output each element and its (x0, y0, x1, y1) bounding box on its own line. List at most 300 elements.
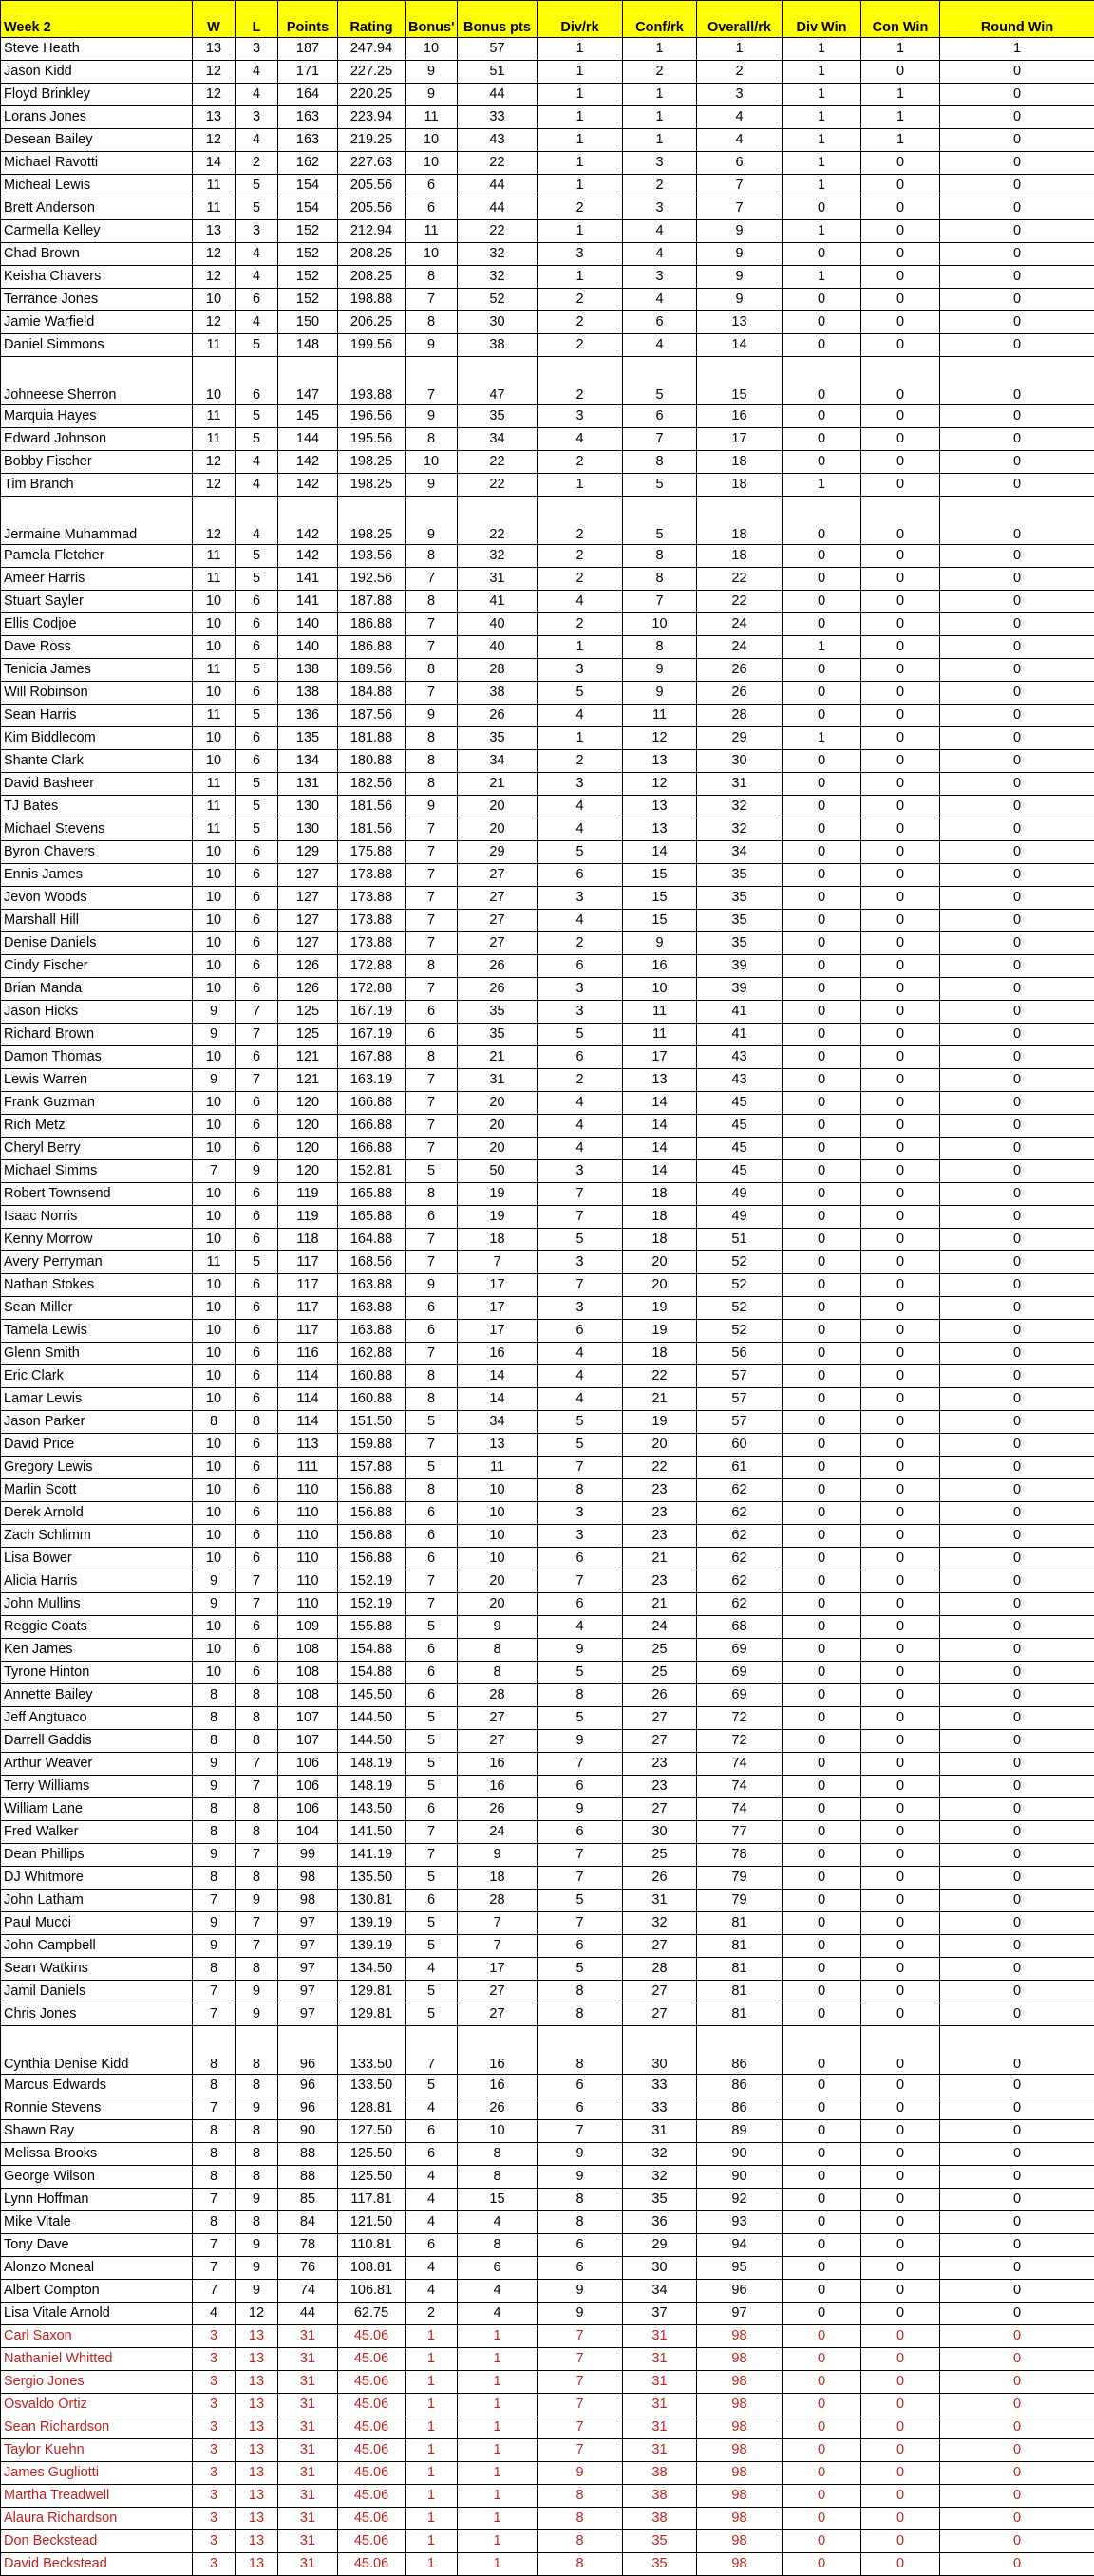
cell-points: 164 (278, 84, 338, 106)
cell-conf-rank: 4 (623, 220, 697, 243)
cell-overall-rank: 17 (697, 428, 783, 451)
cell-bonus-pts: 11 (458, 1457, 538, 1479)
cell-overall-rank: 49 (697, 1206, 783, 1229)
cell-con-win: 0 (861, 1684, 940, 1707)
cell-round-win: 0 (940, 152, 1094, 175)
cell-bonus: 7 (406, 682, 458, 705)
cell-w: 8 (193, 2075, 236, 2097)
cell-overall-rank: 52 (697, 1251, 783, 1274)
cell-rating: 152.81 (338, 1160, 406, 1183)
cell-overall-rank: 98 (697, 2371, 783, 2394)
cell-div-rank: 7 (538, 2348, 623, 2371)
cell-name: Sean Miller (1, 1297, 193, 1320)
cell-w: 3 (193, 2485, 236, 2508)
cell-div-win: 0 (783, 910, 861, 932)
cell-bonus: 5 (406, 1730, 458, 1753)
cell-rating: 166.88 (338, 1115, 406, 1138)
cell-div-win: 0 (783, 705, 861, 727)
cell-l: 6 (236, 1525, 278, 1548)
cell-bonus-pts: 4 (458, 2211, 538, 2234)
cell-rating: 173.88 (338, 864, 406, 887)
cell-round-win: 0 (940, 1616, 1094, 1639)
cell-div-win: 0 (783, 1138, 861, 1160)
cell-round-win: 0 (940, 106, 1094, 129)
cell-div-win: 0 (783, 357, 861, 405)
cell-con-win: 0 (861, 682, 940, 705)
cell-points: 110 (278, 1479, 338, 1502)
cell-bonus: 5 (406, 2075, 458, 2097)
cell-overall-rank: 9 (697, 220, 783, 243)
cell-div-rank: 4 (538, 1092, 623, 1115)
cell-overall-rank: 98 (697, 2348, 783, 2371)
cell-bonus: 7 (406, 1570, 458, 1593)
cell-l: 12 (236, 2303, 278, 2325)
cell-round-win: 0 (940, 311, 1094, 334)
cell-round-win: 0 (940, 1457, 1094, 1479)
cell-div-rank: 9 (538, 2280, 623, 2303)
cell-con-win: 0 (861, 2530, 940, 2553)
cell-overall-rank: 13 (697, 311, 783, 334)
cell-bonus: 6 (406, 1662, 458, 1684)
cell-name: Carl Saxon (1, 2325, 193, 2348)
cell-round-win: 0 (940, 750, 1094, 773)
cell-div-win: 0 (783, 2097, 861, 2120)
table-row (1, 84, 1094, 106)
cell-l: 6 (236, 682, 278, 705)
cell-name: Rich Metz (1, 1115, 193, 1138)
cell-round-win: 0 (940, 84, 1094, 106)
cell-con-win: 0 (861, 2508, 940, 2530)
cell-div-rank: 6 (538, 1046, 623, 1069)
cell-w: 9 (193, 1069, 236, 1092)
cell-overall-rank: 35 (697, 932, 783, 955)
cell-name: Eric Clark (1, 1365, 193, 1388)
table-row (1, 1730, 1094, 1753)
cell-div-win: 1 (783, 220, 861, 243)
cell-rating: 198.25 (338, 474, 406, 497)
cell-bonus: 1 (406, 2462, 458, 2485)
cell-div-win: 0 (783, 2508, 861, 2530)
cell-points: 31 (278, 2371, 338, 2394)
cell-points: 116 (278, 1343, 338, 1365)
cell-w: 10 (193, 1616, 236, 1639)
cell-div-rank: 2 (538, 197, 623, 220)
table-row (1, 1320, 1094, 1343)
cell-rating: 154.88 (338, 1662, 406, 1684)
cell-name: Bobby Fischer (1, 451, 193, 474)
cell-conf-rank: 27 (623, 1981, 697, 2003)
cell-rating: 166.88 (338, 1138, 406, 1160)
cell-w: 9 (193, 1570, 236, 1593)
cell-overall-rank: 79 (697, 1867, 783, 1890)
cell-div-rank: 3 (538, 1251, 623, 1274)
cell-con-win: 0 (861, 1821, 940, 1844)
cell-rating: 117.81 (338, 2189, 406, 2211)
cell-name: Desean Bailey (1, 129, 193, 152)
cell-overall-rank: 57 (697, 1365, 783, 1388)
cell-rating: 110.81 (338, 2234, 406, 2257)
cell-l: 5 (236, 1251, 278, 1274)
cell-overall-rank: 81 (697, 1981, 783, 2003)
cell-conf-rank: 2 (623, 61, 697, 84)
cell-points: 126 (278, 955, 338, 978)
cell-con-win: 0 (861, 1935, 940, 1958)
cell-bonus-pts: 7 (458, 1251, 538, 1274)
cell-bonus: 6 (406, 1525, 458, 1548)
cell-rating: 205.56 (338, 197, 406, 220)
cell-name: Jason Kidd (1, 61, 193, 84)
table-row (1, 568, 1094, 591)
cell-round-win: 0 (940, 1867, 1094, 1890)
cell-con-win: 0 (861, 2553, 940, 2576)
cell-w: 11 (193, 545, 236, 568)
cell-div-win: 0 (783, 1160, 861, 1183)
cell-con-win: 0 (861, 1479, 940, 1502)
cell-l: 6 (236, 289, 278, 311)
cell-overall-rank: 15 (697, 357, 783, 405)
cell-conf-rank: 32 (623, 2166, 697, 2189)
cell-overall-rank: 26 (697, 682, 783, 705)
cell-conf-rank: 3 (623, 197, 697, 220)
cell-bonus: 5 (406, 1935, 458, 1958)
table-row (1, 2371, 1094, 2394)
cell-round-win: 0 (940, 1684, 1094, 1707)
cell-conf-rank: 37 (623, 2303, 697, 2325)
cell-name: Ronnie Stevens (1, 2097, 193, 2120)
cell-div-win: 0 (783, 2553, 861, 2576)
cell-div-rank: 9 (538, 1798, 623, 1821)
cell-bonus-pts: 44 (458, 84, 538, 106)
cell-conf-rank: 29 (623, 2234, 697, 2257)
cell-round-win: 0 (940, 1229, 1094, 1251)
cell-w: 11 (193, 705, 236, 727)
cell-div-win: 0 (783, 773, 861, 796)
cell-name: Lewis Warren (1, 1069, 193, 1092)
cell-bonus: 11 (406, 106, 458, 129)
cell-overall-rank: 72 (697, 1730, 783, 1753)
cell-bonus-pts: 20 (458, 1593, 538, 1616)
cell-w: 9 (193, 1024, 236, 1046)
table-row (1, 659, 1094, 682)
cell-bonus-pts: 6 (458, 2257, 538, 2280)
cell-rating: 212.94 (338, 220, 406, 243)
cell-bonus: 10 (406, 38, 458, 61)
cell-l: 6 (236, 1502, 278, 1525)
cell-div-win: 1 (783, 84, 861, 106)
table-row (1, 1343, 1094, 1365)
cell-con-win: 0 (861, 887, 940, 910)
cell-conf-rank: 12 (623, 773, 697, 796)
cell-con-win: 0 (861, 1707, 940, 1730)
cell-bonus: 7 (406, 357, 458, 405)
cell-bonus-pts: 1 (458, 2394, 538, 2416)
cell-bonus: 9 (406, 796, 458, 818)
cell-round-win: 0 (940, 266, 1094, 289)
cell-name: Marquia Hayes (1, 405, 193, 428)
cell-rating: 187.56 (338, 705, 406, 727)
cell-bonus-pts: 18 (458, 1229, 538, 1251)
cell-conf-rank: 21 (623, 1593, 697, 1616)
cell-overall-rank: 98 (697, 2485, 783, 2508)
cell-conf-rank: 5 (623, 497, 697, 545)
cell-round-win: 0 (940, 2371, 1094, 2394)
cell-overall-rank: 18 (697, 545, 783, 568)
cell-bonus-pts: 22 (458, 451, 538, 474)
cell-conf-rank: 14 (623, 841, 697, 864)
cell-points: 74 (278, 2280, 338, 2303)
table-row (1, 2485, 1094, 2508)
cell-round-win: 0 (940, 2075, 1094, 2097)
cell-bonus: 9 (406, 405, 458, 428)
table-row (1, 1251, 1094, 1274)
cell-bonus-pts: 16 (458, 1753, 538, 1776)
cell-con-win: 0 (861, 1365, 940, 1388)
cell-overall-rank: 52 (697, 1274, 783, 1297)
cell-bonus-pts: 1 (458, 2439, 538, 2462)
cell-div-rank: 4 (538, 1343, 623, 1365)
cell-conf-rank: 32 (623, 1912, 697, 1935)
table-row (1, 497, 1094, 545)
cell-rating: 206.25 (338, 311, 406, 334)
cell-points: 120 (278, 1160, 338, 1183)
cell-round-win: 0 (940, 2280, 1094, 2303)
cell-w: 3 (193, 2416, 236, 2439)
cell-con-win: 0 (861, 1343, 940, 1365)
cell-con-win: 0 (861, 1730, 940, 1753)
cell-div-rank: 8 (538, 2003, 623, 2026)
cell-w: 10 (193, 613, 236, 636)
cell-w: 13 (193, 220, 236, 243)
cell-div-rank: 2 (538, 568, 623, 591)
cell-points: 142 (278, 497, 338, 545)
cell-overall-rank: 81 (697, 1958, 783, 1981)
cell-points: 31 (278, 2485, 338, 2508)
cell-name: Michael Simms (1, 1160, 193, 1183)
cell-name: Lynn Hoffman (1, 2189, 193, 2211)
table-row (1, 243, 1094, 266)
table-row (1, 1548, 1094, 1570)
cell-rating: 106.81 (338, 2280, 406, 2303)
cell-points: 187 (278, 38, 338, 61)
cell-rating: 141.19 (338, 1844, 406, 1867)
cell-rating: 128.81 (338, 2097, 406, 2120)
cell-conf-rank: 13 (623, 1069, 697, 1092)
table-row (1, 1024, 1094, 1046)
cell-w: 12 (193, 311, 236, 334)
table-row (1, 1092, 1094, 1115)
cell-rating: 181.88 (338, 727, 406, 750)
cell-l: 8 (236, 1730, 278, 1753)
cell-w: 10 (193, 1115, 236, 1138)
cell-bonus-pts: 29 (458, 841, 538, 864)
cell-l: 4 (236, 266, 278, 289)
cell-conf-rank: 27 (623, 1730, 697, 1753)
cell-overall-rank: 18 (697, 451, 783, 474)
cell-w: 10 (193, 978, 236, 1001)
cell-overall-rank: 31 (697, 773, 783, 796)
cell-conf-rank: 25 (623, 1844, 697, 1867)
cell-w: 8 (193, 2166, 236, 2189)
cell-div-rank: 3 (538, 243, 623, 266)
cell-div-win: 0 (783, 1616, 861, 1639)
cell-name: Johneese Sherron (1, 357, 193, 405)
cell-div-rank: 3 (538, 1525, 623, 1548)
cell-bonus-pts: 22 (458, 220, 538, 243)
cell-con-win: 0 (861, 1411, 940, 1434)
cell-w: 10 (193, 932, 236, 955)
cell-con-win: 0 (861, 705, 940, 727)
cell-name: Alaura Richardson (1, 2508, 193, 2530)
cell-div-win: 0 (783, 1251, 861, 1274)
cell-name: William Lane (1, 1798, 193, 1821)
cell-round-win: 0 (940, 497, 1094, 545)
cell-bonus: 8 (406, 750, 458, 773)
cell-bonus-pts: 16 (458, 2075, 538, 2097)
cell-bonus-pts: 31 (458, 568, 538, 591)
cell-points: 136 (278, 705, 338, 727)
cell-l: 6 (236, 1229, 278, 1251)
cell-con-win: 0 (861, 2394, 940, 2416)
cell-bonus: 1 (406, 2416, 458, 2439)
cell-points: 31 (278, 2439, 338, 2462)
cell-div-win: 0 (783, 2075, 861, 2097)
cell-div-rank: 9 (538, 2303, 623, 2325)
table-row (1, 887, 1094, 910)
cell-overall-rank: 3 (697, 84, 783, 106)
cell-div-rank: 4 (538, 796, 623, 818)
cell-name: Denise Daniels (1, 932, 193, 955)
cell-div-rank: 1 (538, 474, 623, 497)
cell-bonus-pts: 27 (458, 864, 538, 887)
cell-l: 13 (236, 2530, 278, 2553)
cell-con-win: 0 (861, 266, 940, 289)
cell-bonus: 10 (406, 152, 458, 175)
cell-round-win: 0 (940, 2439, 1094, 2462)
cell-div-rank: 1 (538, 266, 623, 289)
cell-bonus-pts: 17 (458, 1958, 538, 1981)
cell-bonus: 6 (406, 1297, 458, 1320)
cell-overall-rank: 98 (697, 2439, 783, 2462)
cell-div-rank: 7 (538, 1206, 623, 1229)
cell-conf-rank: 6 (623, 311, 697, 334)
cell-name: Lisa Vitale Arnold (1, 2303, 193, 2325)
cell-div-win: 0 (783, 1024, 861, 1046)
cell-div-win: 0 (783, 1753, 861, 1776)
cell-name: Robert Townsend (1, 1183, 193, 1206)
cell-div-win: 0 (783, 405, 861, 428)
cell-bonus-pts: 1 (458, 2416, 538, 2439)
cell-conf-rank: 30 (623, 2257, 697, 2280)
cell-name: Tony Dave (1, 2234, 193, 2257)
cell-div-win: 1 (783, 474, 861, 497)
cell-conf-rank: 1 (623, 106, 697, 129)
cell-round-win: 0 (940, 1046, 1094, 1069)
cell-bonus-pts: 27 (458, 2003, 538, 2026)
cell-l: 6 (236, 1662, 278, 1684)
cell-w: 3 (193, 2462, 236, 2485)
cell-points: 120 (278, 1092, 338, 1115)
cell-div-rank: 8 (538, 1684, 623, 1707)
cell-round-win: 0 (940, 1593, 1094, 1616)
cell-con-win: 0 (861, 1024, 940, 1046)
cell-rating: 141.50 (338, 1821, 406, 1844)
cell-points: 140 (278, 613, 338, 636)
cell-conf-rank: 20 (623, 1274, 697, 1297)
cell-points: 109 (278, 1616, 338, 1639)
cell-w: 3 (193, 2553, 236, 2576)
cell-bonus-pts: 57 (458, 38, 538, 61)
cell-bonus-pts: 51 (458, 61, 538, 84)
cell-l: 5 (236, 545, 278, 568)
cell-name: Michael Stevens (1, 818, 193, 841)
cell-name: Ameer Harris (1, 568, 193, 591)
cell-bonus-pts: 34 (458, 750, 538, 773)
cell-bonus: 10 (406, 129, 458, 152)
cell-w: 7 (193, 2257, 236, 2280)
cell-w: 11 (193, 428, 236, 451)
cell-round-win: 0 (940, 955, 1094, 978)
cell-div-win: 0 (783, 864, 861, 887)
cell-rating: 155.88 (338, 1616, 406, 1639)
table-row (1, 2211, 1094, 2234)
cell-overall-rank: 81 (697, 1935, 783, 1958)
cell-l: 13 (236, 2416, 278, 2439)
cell-bonus-pts: 32 (458, 545, 538, 568)
cell-l: 6 (236, 1434, 278, 1457)
cell-con-win: 0 (861, 311, 940, 334)
cell-name: Tyrone Hinton (1, 1662, 193, 1684)
cell-l: 7 (236, 1753, 278, 1776)
cell-rating: 198.25 (338, 451, 406, 474)
cell-name: Dave Ross (1, 636, 193, 659)
cell-conf-rank: 8 (623, 568, 697, 591)
cell-div-win: 1 (783, 636, 861, 659)
cell-con-win: 0 (861, 955, 940, 978)
cell-bonus-pts: 28 (458, 1684, 538, 1707)
table-row (1, 220, 1094, 243)
cell-con-win: 0 (861, 2257, 940, 2280)
column-header-div-rank: Div/rk (538, 1, 623, 38)
cell-rating: 182.56 (338, 773, 406, 796)
cell-con-win: 0 (861, 2211, 940, 2234)
cell-points: 150 (278, 311, 338, 334)
cell-bonus: 8 (406, 727, 458, 750)
cell-round-win: 0 (940, 1183, 1094, 1206)
table-row (1, 2189, 1094, 2211)
cell-w: 7 (193, 1890, 236, 1912)
cell-div-win: 0 (783, 2439, 861, 2462)
cell-con-win: 0 (861, 357, 940, 405)
cell-div-win: 0 (783, 1890, 861, 1912)
cell-con-win: 0 (861, 864, 940, 887)
cell-conf-rank: 3 (623, 152, 697, 175)
cell-div-rank: 2 (538, 497, 623, 545)
cell-name: Stuart Sayler (1, 591, 193, 613)
cell-round-win: 0 (940, 568, 1094, 591)
cell-conf-rank: 16 (623, 955, 697, 978)
cell-div-rank: 1 (538, 636, 623, 659)
cell-rating: 133.50 (338, 2075, 406, 2097)
cell-bonus-pts: 17 (458, 1320, 538, 1343)
cell-l: 9 (236, 2257, 278, 2280)
cell-round-win: 0 (940, 1912, 1094, 1935)
cell-round-win: 0 (940, 1548, 1094, 1570)
cell-bonus-pts: 35 (458, 1001, 538, 1024)
cell-l: 5 (236, 405, 278, 428)
cell-rating: 223.94 (338, 106, 406, 129)
cell-l: 8 (236, 1411, 278, 1434)
cell-l: 8 (236, 2120, 278, 2143)
